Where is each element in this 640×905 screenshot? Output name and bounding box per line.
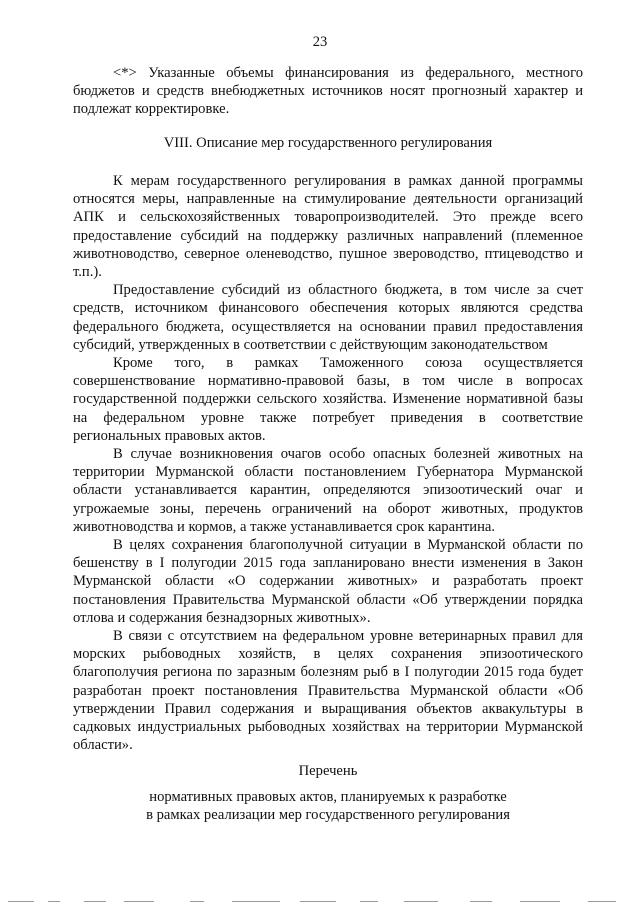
list-subtitle-line-1: нормативных правовых актов, планируемых к разработке [149, 789, 507, 806]
footnote-text: <*> Указанные объемы финансирования из федерального, местного бюджетов и средств внебюджетных источников носят прогнозный характер и подлежат корректировке. [73, 65, 583, 118]
page-number: 23 [312, 34, 328, 50]
paragraph-3: Кроме того, в рамках Таможенного союза осуществляется совершенствование нормативно-правовой базы, в том числе в вопросах государственной поддержки сельского хозяйства. Изменение нормативной базы на федеральном уровне также потребует приведения в соответствие региональных правовых актов. [73, 355, 583, 444]
footnote [73, 64, 583, 119]
paragraph-6: В связи с отсутствием на федеральном уровне ветеринарных правил для морских рыбоводных хозяйств, в целях сохранения эпизоотического благополучия региона по заразным болезням рыб в I полугодии 2015 года будет разработан проект постановления Правительства Мурманской области «Об утверждении Правил содержания и выращивания объектов аквакультуры в садковых индустриальных рыбоводных хозяйствах на территории Мурманской области». [73, 628, 583, 754]
scan-edge-artifact [0, 898, 640, 905]
paragraph-4: В случае возникновения очагов особо опасных болезней животных на территории Мурманской области постановлением Губернатора Мурманской области устанавливается карантин, определяются эпизоотический очаг и угрожаемые зоны, перечень ограничений на оборот животных, продуктов животноводства и кормов, а также устанавливается срок карантина. [73, 446, 583, 535]
paragraph-2: Предоставление субсидий из областного бюджета, в том числе за счет средств, источником финансового обеспечения которых являются средства федерального бюджета, осуществляется на основании правил предоставления субсидий, утвержденных в соответствии с действующим законодательством [73, 282, 583, 353]
list-title: Перечень [298, 763, 358, 779]
paragraph-1: К мерам государственного регулирования в рамках данной программы относятся меры, направленные на стимулирование деятельности организаций АПК и сельскохозяйственных товаропроизводителей. Это прежде всего предоставление субсидий на поддержку различных направлений (племенное животноводство, северное оленеводство, пушное звероводство, птицеводство и т.п.). [73, 173, 583, 281]
list-title-block [73, 762, 583, 825]
section-heading: VIII. Описание мер государственного регулирования [163, 135, 493, 151]
section-body [73, 172, 583, 755]
list-subtitle-line-2: в рамках реализации мер государственного регулирования [146, 807, 510, 824]
paragraph-5: В целях сохранения благополучной ситуации в Мурманской области по бешенству в I полугодии 2015 года запланировано внести изменения в Закон Мурманской области «О содержании животных» и разработать проект постановления Правительства Мурманской области «Об утверждении порядка отлова и содержания безнадзорных животных». [73, 537, 583, 626]
